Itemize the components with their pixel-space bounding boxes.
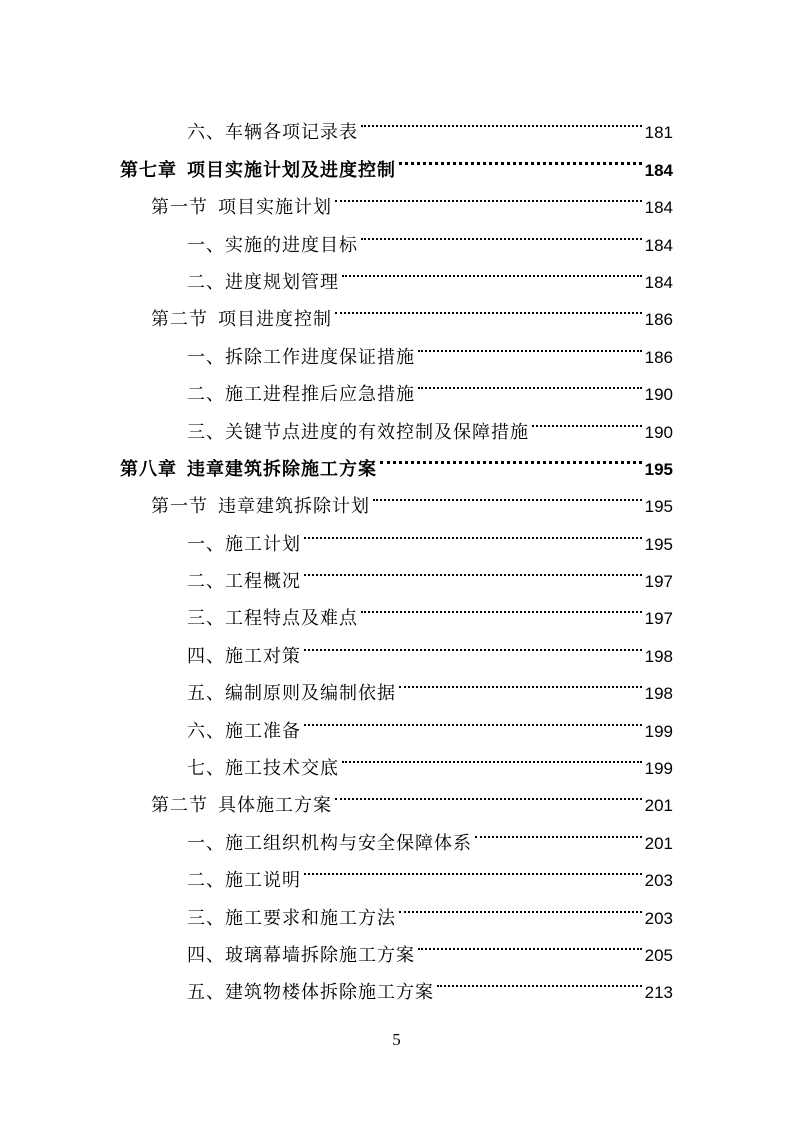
toc-entry-page: 184: [644, 272, 673, 292]
toc-dot-leader: [399, 662, 642, 699]
toc-entry-number: 四、: [187, 645, 225, 667]
toc-entry-item[interactable]: [0, 924, 793, 966]
toc-entry-item[interactable]: [0, 550, 793, 593]
toc-entry-page: 203: [644, 871, 673, 891]
toc-entry-number: 第一节: [151, 197, 208, 219]
toc-entry-page: 184: [644, 160, 673, 180]
toc-entry-text: 施工要求和施工方法: [225, 907, 396, 929]
toc-entry-number: 第七章: [120, 159, 177, 181]
toc-entry-page: 201: [644, 833, 673, 853]
toc-entry-item[interactable]: [0, 363, 793, 406]
toc-dot-leader: [418, 924, 642, 961]
toc-entry-item[interactable]: [0, 849, 793, 892]
toc-entry-item[interactable]: [0, 737, 793, 780]
toc-entry-item[interactable]: [0, 961, 793, 1004]
toc-entry-number: 一、: [187, 346, 225, 368]
toc-entry-number: 五、: [187, 982, 225, 1004]
toc-entry-page: 190: [644, 385, 673, 405]
toc-entry-item[interactable]: [0, 624, 793, 667]
toc-entry-page: 195: [644, 459, 673, 479]
toc-entry-number: 第二节: [151, 795, 208, 817]
toc-entry-number: 三、: [187, 421, 225, 443]
toc-dot-leader: [475, 811, 642, 848]
toc-entry-text: 项目进度控制: [218, 309, 332, 331]
toc-entry-text: 施工对策: [225, 645, 301, 667]
toc-dot-leader: [335, 774, 642, 811]
table-of-contents: [0, 101, 793, 1004]
toc-entry-text: 玻璃幕墙拆除施工方案: [225, 944, 415, 966]
toc-dot-leader: [342, 737, 642, 774]
toc-entry-page: 201: [644, 796, 673, 816]
toc-entry-page: 195: [644, 534, 673, 554]
toc-dot-leader: [304, 550, 642, 587]
toc-entry-item[interactable]: [0, 699, 793, 742]
toc-dot-leader: [418, 325, 642, 362]
toc-dot-leader: [304, 849, 642, 886]
toc-entry-number: 六、: [187, 122, 225, 144]
toc-entry-page: 181: [644, 123, 673, 143]
toc-entry-page: 199: [644, 759, 673, 779]
toc-entry-text: 工程特点及难点: [225, 608, 358, 630]
toc-entry-number: 五、: [187, 683, 225, 705]
toc-entry-section[interactable]: [0, 774, 793, 817]
toc-entry-section[interactable]: [0, 288, 793, 331]
toc-entry-page: 197: [644, 609, 673, 629]
toc-entry-page: 186: [644, 347, 673, 367]
toc-entry-section[interactable]: [0, 176, 793, 219]
toc-entry-item[interactable]: [0, 251, 793, 293]
toc-entry-text: 施工进程推后应急措施: [225, 384, 415, 406]
toc-entry-number: 一、: [187, 533, 225, 555]
toc-entry-page: 213: [644, 983, 673, 1003]
toc-entry-page: 184: [644, 235, 673, 255]
toc-entry-text: 工程概况: [225, 571, 301, 593]
toc-entry-number: 三、: [187, 608, 225, 630]
toc-entry-text: 施工组织机构与安全保障体系: [225, 832, 472, 854]
toc-entry-item[interactable]: [0, 811, 793, 854]
toc-entry-number: 二、: [187, 271, 225, 293]
toc-entry-number: 二、: [187, 571, 225, 593]
toc-dot-leader: [335, 288, 642, 325]
toc-entry-text: 实施的进度目标: [225, 234, 358, 256]
toc-entry-number: 第一节: [151, 496, 208, 518]
toc-entry-item[interactable]: [0, 400, 793, 443]
toc-entry-text: 违章建筑拆除计划: [218, 496, 370, 518]
toc-entry-number: 一、: [187, 234, 225, 256]
toc-entry-item[interactable]: [0, 213, 793, 256]
toc-entry-text: 建筑物楼体拆除施工方案: [225, 982, 434, 1004]
toc-entry-number: 二、: [187, 870, 225, 892]
toc-entry-number: 第二节: [151, 309, 208, 331]
toc-entry-text: 施工技术交底: [225, 758, 339, 780]
toc-entry-item[interactable]: [0, 325, 793, 368]
toc-entry-number: 六、: [187, 720, 225, 742]
toc-entry-text: 车辆各项记录表: [225, 122, 358, 144]
toc-dot-leader: [437, 961, 642, 998]
toc-dot-leader: [361, 101, 642, 138]
toc-entry-item[interactable]: [0, 587, 793, 630]
toc-dot-leader: [532, 400, 642, 437]
toc-entry-section[interactable]: [0, 475, 793, 518]
toc-entry-page: 198: [644, 684, 673, 704]
toc-dot-leader: [342, 251, 642, 288]
toc-entry-title: [187, 974, 434, 1011]
toc-entry-chapter[interactable]: [0, 138, 793, 181]
toc-dot-leader: [335, 176, 642, 213]
toc-entry-text: 施工准备: [225, 720, 301, 742]
toc-entry-page: 190: [644, 422, 673, 442]
toc-entry-text: 施工计划: [225, 533, 301, 555]
toc-entry-item[interactable]: [0, 662, 793, 705]
toc-entry-page: 195: [644, 497, 673, 517]
toc-entry-chapter[interactable]: [0, 438, 793, 480]
toc-entry-text: 项目实施计划及进度控制: [187, 159, 396, 181]
toc-entry-page: 198: [644, 646, 673, 666]
toc-dot-leader: [399, 886, 642, 923]
toc-entry-number: 三、: [187, 907, 225, 929]
toc-entry-text: 违章建筑拆除施工方案: [187, 458, 377, 480]
toc-dot-leader: [418, 363, 642, 400]
toc-entry-text: 项目实施计划: [218, 197, 332, 219]
toc-entry-item[interactable]: [0, 886, 793, 929]
toc-entry-item[interactable]: [0, 512, 793, 555]
toc-dot-leader: [380, 438, 642, 475]
page-number: 5: [392, 1030, 401, 1049]
toc-entry-text: 施工说明: [225, 870, 301, 892]
toc-entry-text: 具体施工方案: [218, 795, 332, 817]
toc-entry-page: 186: [644, 310, 673, 330]
toc-entry-page: 205: [644, 945, 673, 965]
toc-entry-page: 203: [644, 908, 673, 928]
toc-entry-number: 四、: [187, 944, 225, 966]
toc-dot-leader: [361, 587, 642, 624]
toc-dot-leader: [304, 512, 642, 549]
toc-entry-text: 进度规划管理: [225, 271, 339, 293]
toc-dot-leader: [373, 475, 642, 512]
toc-entry-number: 第八章: [120, 458, 177, 480]
toc-dot-leader: [361, 213, 642, 250]
toc-entry-number: 七、: [187, 758, 225, 780]
toc-entry-page: 184: [644, 198, 673, 218]
toc-entry-page: 197: [644, 572, 673, 592]
toc-entry-number: 一、: [187, 832, 225, 854]
toc-dot-leader: [304, 624, 642, 661]
toc-entry-text: 编制原则及编制依据: [225, 683, 396, 705]
toc-entry-text: 关键节点进度的有效控制及保障措施: [225, 421, 529, 443]
toc-entry-text: 拆除工作进度保证措施: [225, 346, 415, 368]
toc-entry-item[interactable]: [0, 101, 793, 144]
toc-entry-number: 二、: [187, 384, 225, 406]
toc-entry-page: 199: [644, 721, 673, 741]
toc-dot-leader: [304, 699, 642, 736]
toc-dot-leader: [399, 138, 642, 175]
